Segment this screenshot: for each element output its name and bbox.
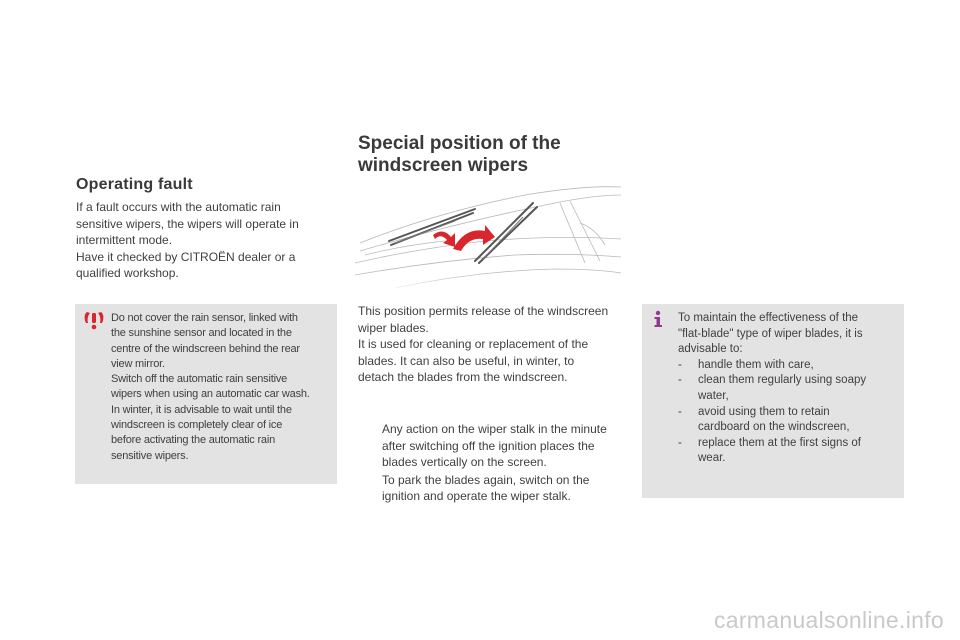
text-line: before activating the automatic rain — [111, 434, 276, 447]
warning-box — [75, 304, 337, 484]
text-line: Have it checked by CITROËN dealer or a — [76, 249, 296, 264]
text-line: replace them at the first signs of — [698, 436, 861, 449]
heading-line: Special position of the — [358, 133, 561, 154]
dash: - — [678, 436, 682, 449]
list-item — [358, 421, 623, 471]
text-line: cardboard on the windscreen, — [698, 421, 850, 434]
text-line: To park the blades again, switch on the — [382, 472, 590, 487]
text-line: wipers when using an automatic car wash. — [111, 388, 310, 401]
list-item — [678, 405, 893, 436]
list-item — [358, 472, 623, 505]
text-line: In winter, it is advisable to wait until the — [111, 403, 292, 416]
text-line: avoid using them to retain — [698, 405, 830, 418]
warning-icon — [83, 311, 105, 331]
info-icon — [649, 310, 667, 328]
site-watermark: carmanualsonline.info — [713, 607, 944, 633]
text-line: centre of the windscreen behind the rear — [111, 342, 300, 355]
text-line: Do not cover the rain sensor, linked with — [111, 312, 298, 324]
text-line: handle them with care, — [698, 358, 814, 371]
info-box — [642, 304, 904, 498]
windscreen-wiper-illustration — [355, 183, 621, 291]
text-line: windscreen is completely clear of ice — [111, 419, 283, 432]
text-line: clean them regularly using soapy — [698, 374, 867, 387]
text-line: sensitive wipers, the wipers will operate in — [76, 216, 299, 231]
text-line: after switching off the ignition places the — [382, 438, 595, 453]
instruction-list — [358, 421, 623, 506]
text-line: blades vertically on the screen. — [382, 455, 547, 469]
text-line: sensitive wipers. — [111, 449, 189, 462]
text-line: This position permits release of the windscreen — [358, 304, 609, 318]
text-line: the sunshine sensor and located in the — [111, 327, 292, 340]
text-line: To maintain the effectiveness of the — [678, 312, 859, 324]
special-position-text — [358, 303, 623, 386]
dash: - — [678, 358, 682, 371]
list-item — [678, 436, 893, 467]
heading-line: windscreen wipers — [358, 155, 529, 176]
operating-fault-text — [76, 199, 326, 282]
pointer-icon — [358, 472, 382, 505]
text-line: advisable to: — [678, 343, 743, 356]
pointer-icon — [358, 421, 382, 471]
text-line: "flat-blade" type of wiper blades, it is — [678, 327, 863, 340]
text-line: water, — [698, 389, 729, 402]
operating-fault-heading: Operating fault — [76, 176, 193, 193]
text-line: If a fault occurs with the automatic rain — [76, 200, 281, 214]
text-line: view mirror. — [111, 357, 165, 370]
dash: - — [678, 405, 682, 418]
text-line: detach the blades from the windscreen. — [358, 370, 568, 384]
text-line: wear. — [698, 452, 726, 465]
text-line: Switch off the automatic rain sensitive — [111, 373, 288, 386]
arrow-icon — [433, 231, 455, 247]
list-item — [678, 358, 893, 374]
warning-text — [111, 311, 333, 464]
info-text — [678, 311, 893, 467]
text-line: wiper blades. — [358, 320, 429, 335]
special-position-heading — [358, 133, 618, 177]
text-line: blades. It can also be useful, in winter, to — [358, 353, 575, 368]
text-line: Any action on the wiper stalk in the minute — [382, 422, 607, 436]
list-item — [678, 373, 893, 404]
text-line: ignition and operate the wiper stalk. — [382, 489, 571, 503]
text-line: It is used for cleaning or replacement of the — [358, 337, 589, 351]
text-line: qualified workshop. — [76, 266, 179, 280]
dash: - — [678, 374, 682, 387]
text-line: intermittent mode. — [76, 233, 173, 247]
